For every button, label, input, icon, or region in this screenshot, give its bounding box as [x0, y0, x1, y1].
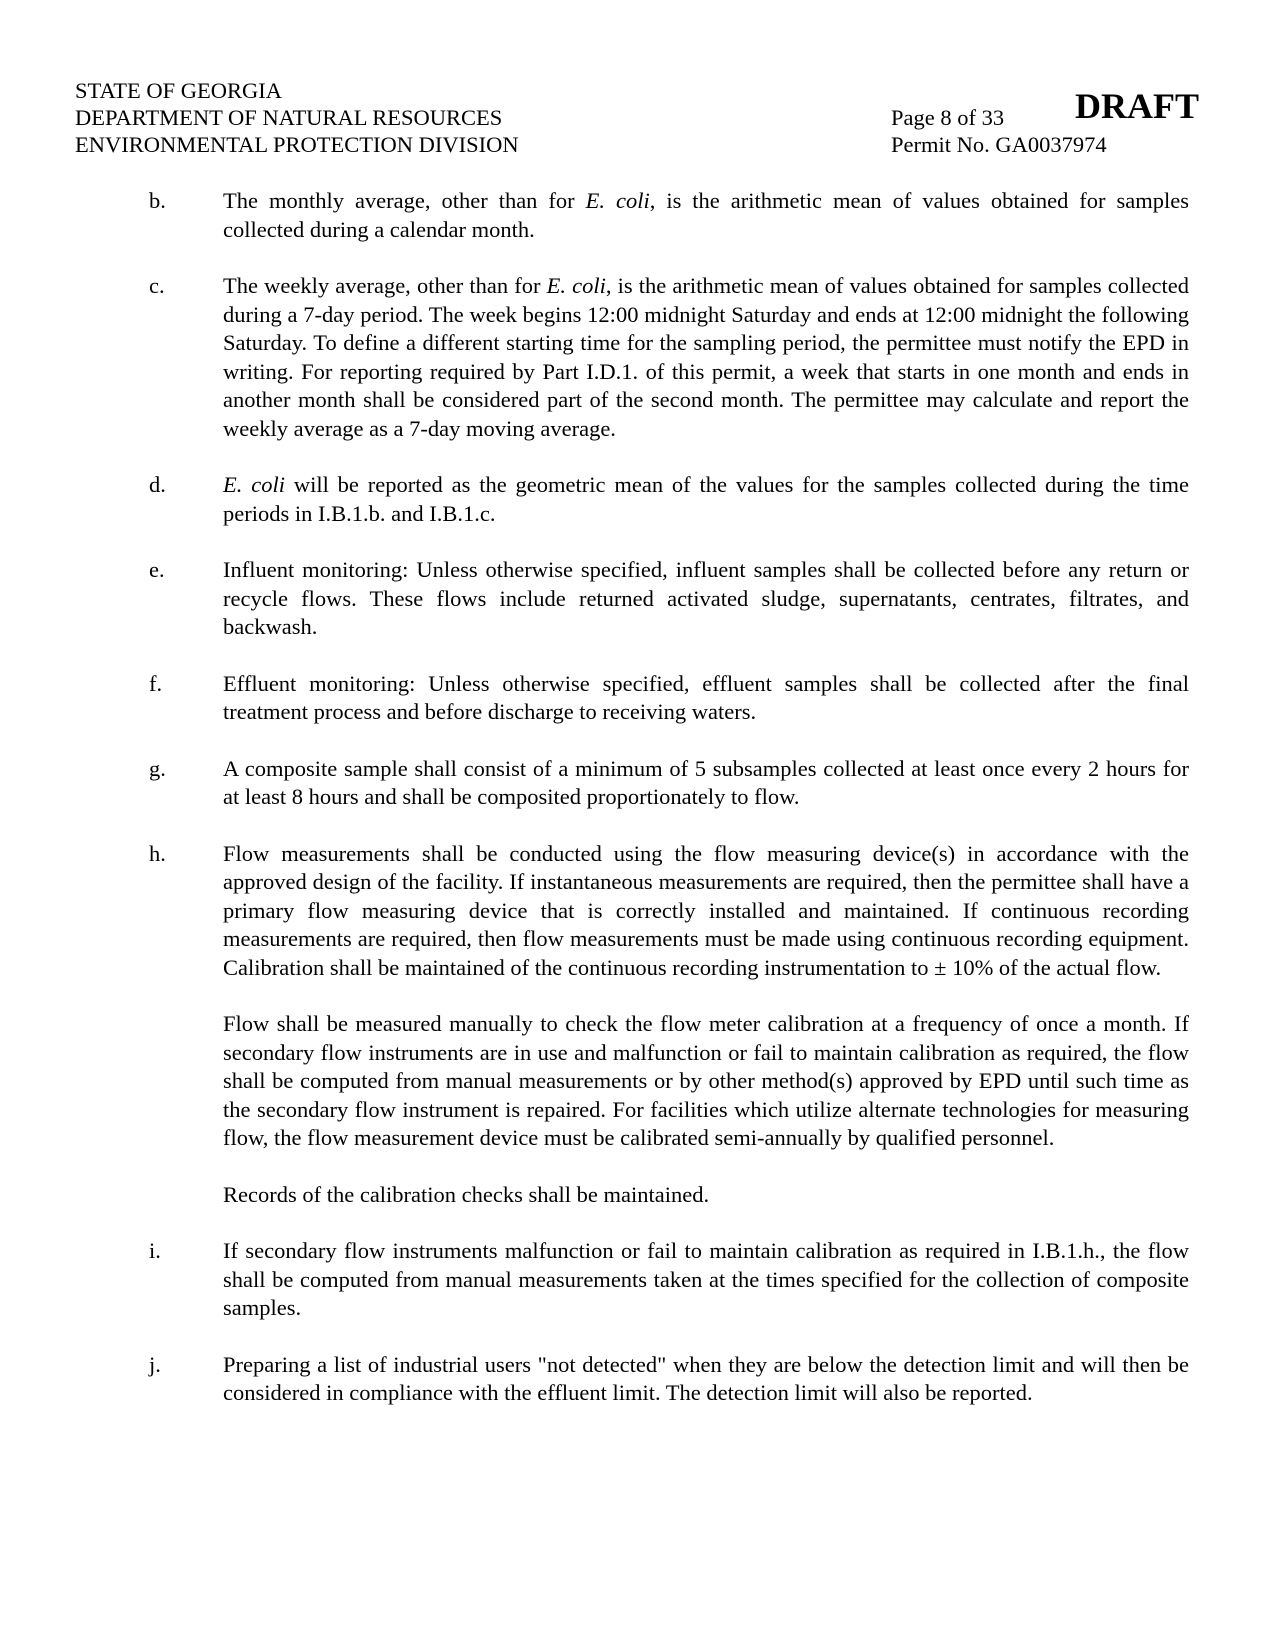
list-item-d: [0, 471, 1275, 528]
item-text: E. coli will be reported as the geometric mean of the values for the samples collected during the time periods in I.B.1.b. and I.B.1.c.: [223, 472, 1189, 526]
page-number: Page 8 of 33: [891, 105, 1005, 130]
item-text: The weekly average, other than for E. coli, is the arithmetic mean of values obtained for samples collected during a 7-day period. The week begins 12:00 midnight Saturday and ends at 12:00 midnight the following Saturday. To define a different starting time for the sampling period, the permittee must notify the EPD in writing. For reporting required by Part I.D.1. of this permit, a week that starts in one month and ends in another month shall be considered part of the second month. The permittee may calculate and report the weekly average as a 7-day moving average.: [223, 273, 1189, 441]
item-text: If secondary flow instruments malfunction or fail to maintain calibration as required in I.B.1.h., the flow shall be computed from manual measurements taken at the times specified for the collection of composite samples.: [223, 1238, 1189, 1320]
agency-header: [75, 77, 519, 158]
italic-term: E. coli: [585, 188, 650, 213]
list-item-g: [0, 755, 1275, 812]
item-text: Flow measurements shall be conducted using the flow measuring device(s) in accordance with the approved design of the facility. If instantaneous measurements are required, then the permittee shall have a primary flow measuring device that is correctly installed and maintained. If continuous recording measurements are required, then flow measurements must be made using continuous recording equipment. Calibration shall be maintained of the continuous recording instrumentation to ± 10% of the actual flow.: [223, 840, 1189, 980]
list-item-e: [0, 556, 1275, 642]
item-text: A composite sample shall consist of a minimum of 5 subsamples collected at least once every 2 hours for at least 8 hours and shall be composited proportionately to flow.: [223, 755, 1189, 809]
document-body: [0, 187, 1275, 1436]
header-state: STATE OF GEORGIA: [75, 78, 282, 103]
item-letter: c.: [149, 273, 165, 298]
item-h-paragraph-2: Flow shall be measured manually to check the flow meter calibration at a frequency of once a month. If secondary flow instruments are in use and malfunction or fail to maintain calibration as required, the flow shall be computed from manual measurements or by other method(s) approved by EPD until such time as the secondary flow instrument is repaired. For facilities which utilize alternate technologies for measuring flow, the flow measurement device must be calibrated semi-annually by qualified personnel.: [223, 1011, 1189, 1150]
list-item-j: [0, 1351, 1275, 1408]
item-letter: d.: [149, 472, 166, 497]
item-letter: i.: [149, 1238, 161, 1263]
item-letter: e.: [149, 557, 165, 582]
list-item-h: [0, 840, 1275, 983]
item-text: Preparing a list of industrial users "not detected" when they are below the detection limit and will then be considered in compliance with the effluent limit. The detection limit will also be reported.: [223, 1351, 1189, 1405]
list-item-b: [0, 187, 1275, 244]
list-item-f: [0, 670, 1275, 727]
item-letter: b.: [149, 188, 166, 213]
header-department: DEPARTMENT OF NATURAL RESOURCES: [75, 105, 503, 130]
list-item-i: [0, 1237, 1275, 1323]
item-letter: g.: [149, 755, 166, 781]
italic-term: E. coli: [546, 273, 606, 298]
item-letter: f.: [149, 670, 163, 696]
draft-watermark: DRAFT: [1075, 86, 1199, 126]
item-text: Influent monitoring: Unless otherwise specified, influent samples shall be collected before any return or recycle flows. These flows include returned activated sludge, supernatants, centrates, filtrates, and backwash.: [223, 557, 1189, 639]
permit-number: Permit No. GA0037974: [891, 132, 1107, 157]
item-text: The monthly average, other than for E. coli, is the arithmetic mean of values obtained for samples collected during a calendar month.: [223, 188, 1189, 242]
item-text: Effluent monitoring: Unless otherwise specified, effluent samples shall be collected after the final treatment process and before discharge to receiving waters.: [223, 670, 1189, 724]
item-letter: j.: [149, 1351, 161, 1377]
item-letter: h.: [149, 840, 166, 866]
list-item-c: [0, 272, 1275, 443]
italic-term: E. coli: [223, 472, 285, 497]
item-h-paragraph-3: Records of the calibration checks shall be maintained.: [223, 1181, 710, 1207]
header-division: ENVIRONMENTAL PROTECTION DIVISION: [75, 132, 519, 157]
